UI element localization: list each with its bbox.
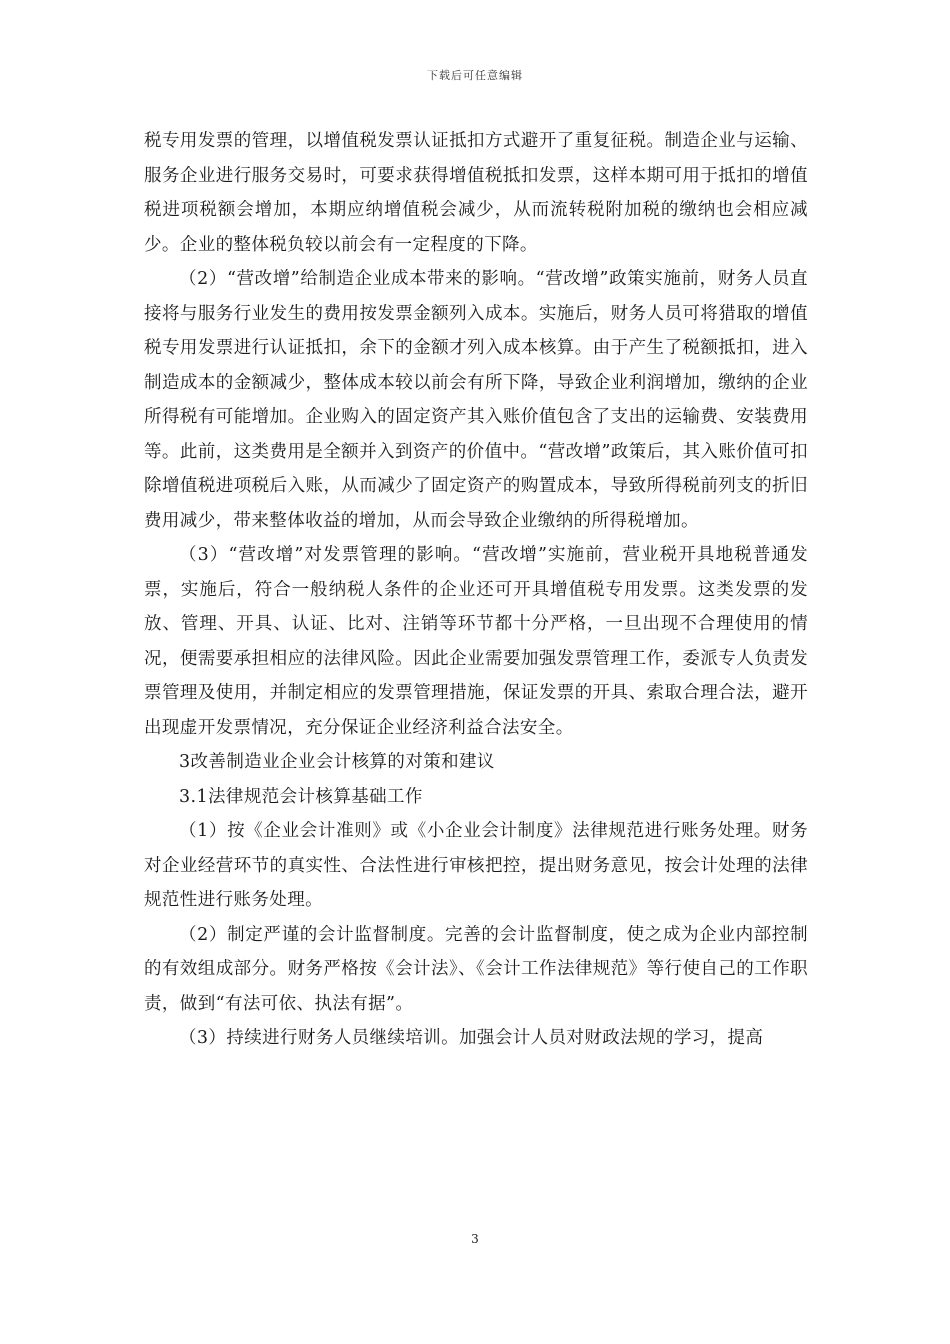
section-heading-3: 3改善制造业企业会计核算的对策和建议 xyxy=(179,752,495,772)
paragraph-cost-impact: （2）“营改增”给制造企业成本带来的影响。“营改增”政策实施前，财务人员直接将与服务行业发生的费用按发票金额列入成本。实施后，财务人员可将猎取的增值税专用发票进行认证抵扣，余下的金额才列入成本核算。由于产生了税额抵扣，进入制造成本的金额减少，整体成本较以前会有所下降，导致企业利润增加，缴纳的企业所得税有可能增加。企业购入的固定资产其入账价值包含了支出的运输费、安装费用等。此前，这类费用是全额并入到资产的价值中。“营改增”政策后，其入账价值可扣除增值税进项税后入账，从而减少了固定资产的购置成本，导致所得税前列支的折旧费用减少，带来整体收益的增加，从而会导致企业缴纳的所得税增加。 xyxy=(144,269,808,531)
paragraph-continuation: 税专用发票的管理，以增值税发票认证抵扣方式避开了重复征税。制造企业与运输、服务企业进行服务交易时，可要求获得增值税抵扣发票，这样本期可用于抵扣的增值税进项税额会增加，本期应纳增值税会减少，从而流转税附加税的缴纳也会相应减少。企业的整体税负较以前会有一定程度的下降。 xyxy=(144,131,808,255)
document-body xyxy=(144,124,808,1056)
page-number: 3 xyxy=(471,1232,479,1246)
paragraph-accounting-standards: （1）按《企业会计准则》或《小企业会计制度》法律规范进行账务处理。财务对企业经营环节的真实性、合法性进行审核把控，提出财务意见，按会计处理的法律规范性进行账务处理。 xyxy=(144,821,808,910)
paragraph-training: （3）持续进行财务人员继续培训。加强会计人员对财政法规的学习，提高 xyxy=(179,1028,764,1048)
paragraph-supervision-system: （2）制定严谨的会计监督制度。完善的会计监督制度，使之成为企业内部控制的有效组成部分。财务严格按《会计法》、《会计工作法律规范》等行使自己的工作职责，做到“有法可依、执法有据”。 xyxy=(144,924,808,1014)
paragraph-invoice-management: （3）“营改增”对发票管理的影响。“营改增”实施前，营业税开具地税普通发票，实施后，符合一般纳税人条件的企业还可开具增值税专用发票。这类发票的发放、管理、开具、认证、比对、注销等环节都十分严格，一旦出现不合理使用的情况，便需要承担相应的法律风险。因此企业需要加强发票管理工作，委派专人负责发票管理及使用，并制定相应的发票管理措施，保证发票的开具、索取合理合法，避开出现虚开发票情况，充分保证企业经济利益合法安全。 xyxy=(144,545,808,738)
subsection-heading-3-1: 3.1法律规范会计核算基础工作 xyxy=(179,786,423,807)
page-header: 下载后可任意编辑 xyxy=(427,69,523,82)
